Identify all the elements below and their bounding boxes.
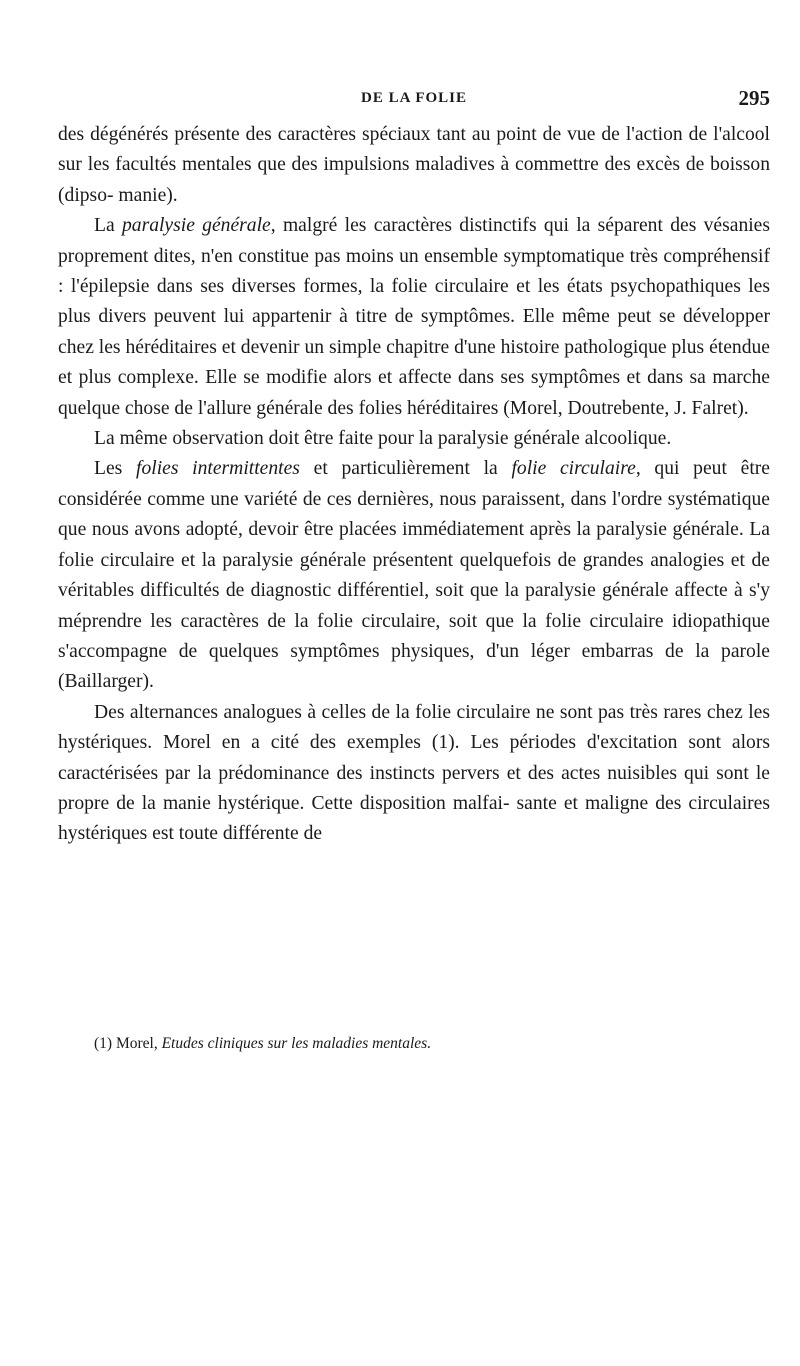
- footnote-marker: (1) Morel,: [94, 1035, 162, 1052]
- paragraph-4: [58, 454, 770, 697]
- term-paralysie-generale: paralysie générale: [121, 215, 271, 237]
- page-header: [58, 88, 770, 112]
- paragraph-1: [58, 120, 770, 211]
- paragraph-3-text: La même observation doit être faite pour la paralysie générale alcoolique.: [94, 428, 672, 450]
- paragraph-4-post: , qui peut être considérée comme une variété de ces dernières, nous paraissent, dans l'ordre systématique que nous avons adopté, devoir être placées immédiatement après la paralysie générale. La folie circulaire et la paralysie générale présentent quelquefois de grandes analogies et de véritables difficultés de diagnostic différentiel, soit que la paralysie générale affecte à s'y méprendre les caractères de la folie circulaire, soit que la folie circulaire idiopathique s'accompagne de quelques symptômes physiques, d'un léger embarras de la parole (Baillarger).: [58, 458, 770, 693]
- running-head: DE LA FOLIE: [360, 90, 468, 106]
- paragraph-1-text: des dégénérés présente des caractères spéciaux tant au point de vue de l'action de l'alcool sur les facultés mentales que des impulsions maladives à commettre des excès de boisson (dipso- manie).: [58, 124, 770, 206]
- paragraph-3: [58, 424, 770, 454]
- paragraph-4-mid: et particulièrement la: [299, 458, 512, 480]
- page-number: 295: [738, 86, 770, 110]
- paragraph-2-post: , malgré les caractères distinctifs qui la séparent des vésanies proprement dites, n'en constitue pas moins un ensemble symptomatique très compréhensif : l'épilepsie dans ses diverses formes, la folie circulaire et les états psychopathiques les plus divers peuvent lui appartenir à titre de symptômes. Elle même peut se développer chez les héréditaires et devenir un simple chapitre d'une histoire pathologique plus étendue et plus complexe. Elle se modifie alors et affecte dans ses symptômes et dans sa marche quelque chose de l'allure générale des folies héréditaires (Morel, Doutrebente, J. Falret).: [58, 215, 771, 419]
- paragraph-2: [58, 211, 770, 424]
- term-folies-intermittentes: folies intermittentes: [136, 458, 300, 480]
- body-text: [58, 120, 770, 850]
- paragraph-5-text: Des alternances analogues à celles de la folie circulaire ne sont pas très rares chez les hystériques. Morel en a cité des exemples (1). Les périodes d'excitation sont alors caractérisées par la prédominance des instincts pervers et des actes nuisibles qui sont le propre de la manie hystérique. Cette disposition malfai- sante et maligne des circulaires hystériques est toute différente de: [58, 701, 770, 845]
- paragraph-5: [58, 698, 770, 850]
- paragraph-4-pre: Les: [94, 458, 137, 480]
- footnote: [94, 1034, 774, 1054]
- paragraph-2-pre: La: [94, 215, 122, 237]
- term-folie-circulaire: folie circulaire: [511, 458, 636, 480]
- footnote-title: Etudes cliniques sur les maladies mentales.: [161, 1035, 432, 1052]
